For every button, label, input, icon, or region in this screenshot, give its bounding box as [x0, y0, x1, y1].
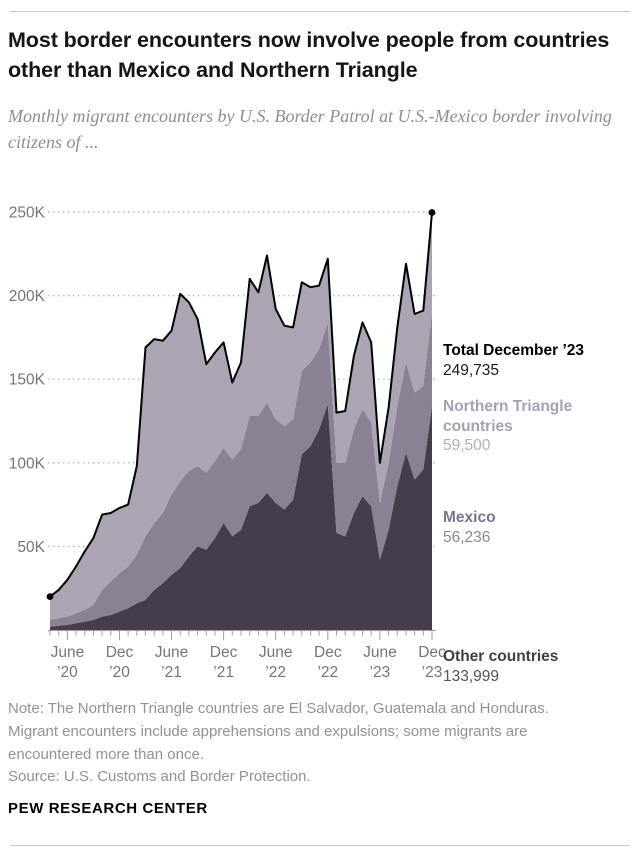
chart-note: [8, 698, 632, 766]
legend-northern-triangle: [443, 397, 593, 456]
chart-source: Source: U.S. Customs and Border Protection.: [8, 768, 311, 785]
chart-subtitle: Monthly migrant encounters by U.S. Border Patrol at U.S.-Mexico border involving citizens of ...: [8, 106, 612, 153]
legend-northern-triangle-label: Northern Triangle countries: [443, 398, 573, 435]
legend-northern-triangle-value: 59,500: [443, 437, 491, 455]
chart-title: Most border encounters now involve people from countries other than Mexico and Northern Triangle: [8, 28, 610, 82]
bottom-divider: [10, 845, 630, 846]
pew-research-center-wordmark: PEW RESEARCH CENTER: [8, 800, 208, 817]
legend-mexico: [443, 508, 618, 547]
y-tick-label-100K: 100K: [8, 455, 45, 473]
y-tick-label-150K: 150K: [8, 371, 45, 389]
y-tick-label-250K: 250K: [8, 204, 45, 222]
x-tick-label-Dec-’21: Dec ’21: [209, 644, 238, 681]
x-tick-label-June-’21: June ’21: [154, 644, 189, 681]
x-tick-label-June-’23: June ’23: [363, 644, 397, 681]
legend-total-label: Total December ’23: [443, 342, 584, 359]
top-divider: [10, 11, 630, 12]
start-point-dot: [47, 593, 54, 600]
end-point-dot: [429, 209, 436, 216]
y-tick-label-50K: 50K: [17, 538, 45, 556]
x-tick-label-Dec-’20: Dec ’20: [105, 644, 134, 681]
legend-total: [443, 341, 618, 380]
note-line-1: Note: The Northern Triangle countries are El Salvador, Guatemala and Honduras.: [8, 700, 549, 717]
note-line-3: encountered more than once.: [8, 745, 204, 763]
legend-total-value: 249,735: [443, 361, 500, 379]
x-tick-label-Dec-’23: Dec ’23: [418, 644, 446, 681]
note-line-2: Migrant encounters include apprehensions and expulsions; some migrants are: [8, 722, 528, 740]
legend-mexico-label: Mexico: [443, 509, 496, 526]
legend-mexico-value: 56,236: [443, 528, 491, 546]
legend-other-countries-label: Other countries: [443, 648, 559, 665]
chart-area: [0, 160, 640, 690]
x-tick-label-June-’22: June ’22: [258, 644, 293, 681]
legend-other-countries: [443, 647, 618, 686]
x-tick-label-June-’20: June ’20: [50, 644, 85, 681]
legend-other-countries-value: 133,999: [443, 667, 500, 685]
x-tick-label-Dec-’22: Dec ’22: [314, 644, 342, 681]
y-tick-label-200K: 200K: [8, 288, 45, 306]
